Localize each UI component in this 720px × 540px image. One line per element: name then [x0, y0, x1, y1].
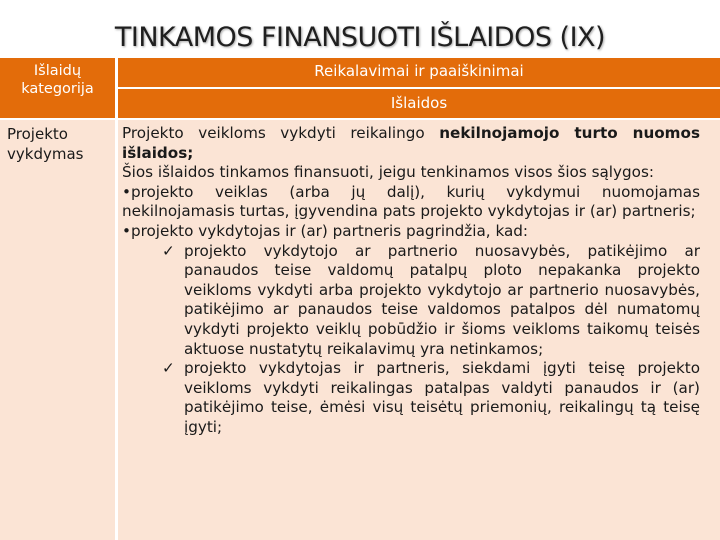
bullet-item-1: •projekto veiklas (arba jų dalį), kurių vykdymui nuomojamas nekilnojamasis turtas, įgyvendina pats projekto vykdytojas ir (ar) partneris;	[122, 182, 700, 221]
check-item-2	[122, 359, 700, 437]
row-requirements-cell	[118, 120, 720, 540]
intro-emphasis: nekilnojamojo turto nuomos išlaidos;	[122, 124, 700, 162]
header-cell-category: Išlaidų kategorija	[0, 58, 115, 118]
expenses-table	[0, 58, 720, 540]
conditions-intro: Šios išlaidos tinkamos finansuoti, jeigu tenkinamos visos šios sąlygos:	[122, 163, 654, 182]
check-list	[122, 242, 700, 438]
intro-text: Projekto veikloms vykdyti reikalingo	[122, 124, 440, 142]
intro-paragraph	[122, 124, 700, 163]
header-cell-requirements: Reikalavimai ir paaiškinimai	[118, 58, 720, 87]
page-title: TINKAMOS FINANSUOTI IŠLAIDOS (IX)	[114, 22, 606, 53]
row-category-cell: Projekto vykdymas	[0, 120, 115, 540]
check-item-text: projekto vykdytojas ir partneris, siekdami įgyti teisę projekto veikloms vykdyti reikalingas patalpas valdyti panaudos ir (ar) patikėjimo teise, ėmėsi visų teisėtų priemonių, reikalingų tą teisę įgyti;	[184, 359, 700, 436]
check-item-text: projekto vykdytojo ar partnerio nuosavybės, patikėjimo ar panaudos teise valdomų patalpų ploto nepakanka projekto veikloms vykdyti arba projekto vykdytojo ar partnerio nuosavybės, patikėjimo ar panaudos teise valdomos patalpos dėl numatomų vykdyti projekto veiklų pobūdžio ir šioms veikloms taikomų teisės aktuose nustatytų reikalavimų yra netinkamos;	[184, 241, 700, 358]
checkmark-icon: ✓	[162, 359, 175, 378]
checkmark-icon: ✓	[162, 241, 175, 260]
bullet-item-2: •projekto vykdytojas ir (ar) partneris pagrindžia, kad:	[122, 221, 529, 240]
header-cell-expenses: Išlaidos	[118, 89, 720, 118]
check-item-1	[122, 242, 700, 360]
